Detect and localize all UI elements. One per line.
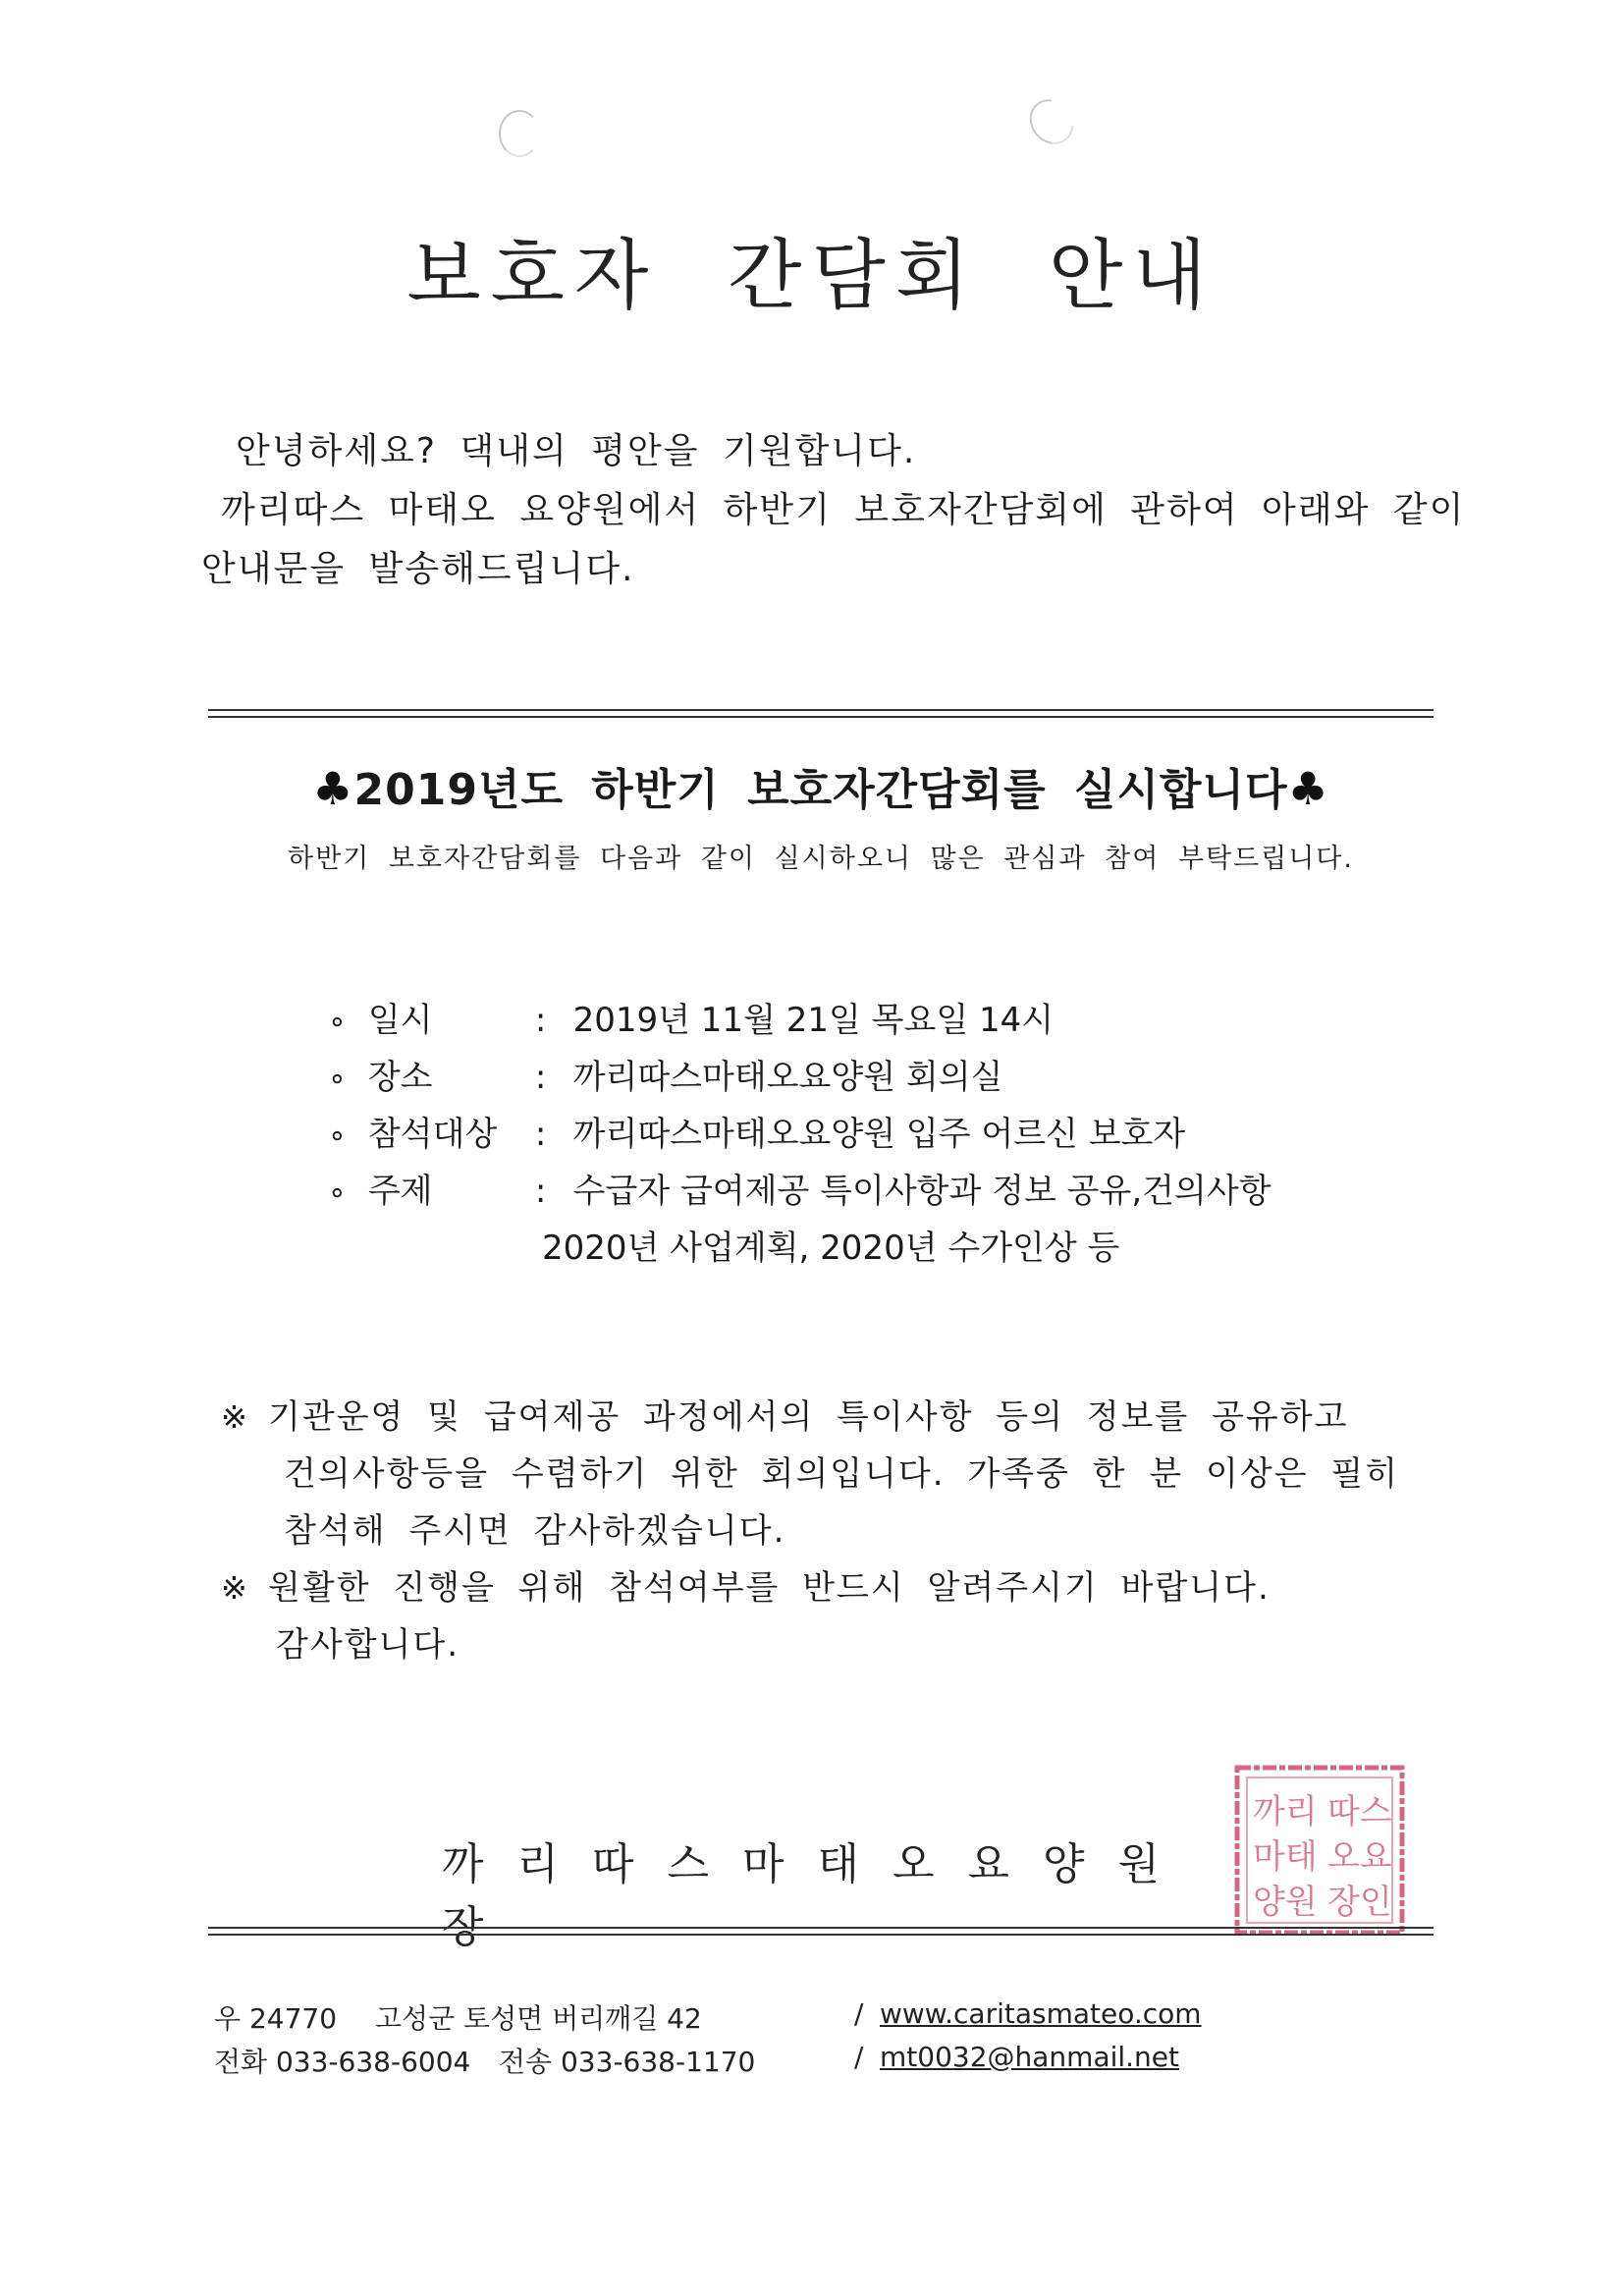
punch-hole-left bbox=[499, 110, 540, 157]
note-text: 원활한 진행을 위해 참석여부를 반드시 알려주시기 바랍니다. bbox=[268, 1568, 1271, 1608]
bullet-icon: ∘ bbox=[328, 1119, 347, 1153]
detail-value: 까리따스마태오요양원 회의실 bbox=[572, 1058, 1003, 1097]
detail-colon: : bbox=[534, 1001, 547, 1040]
intro-line-2: 까리따스 마태오 요양원에서 하반기 보호자간담회에 관하여 아래와 같이 bbox=[221, 490, 1466, 530]
intro-greeting: 안녕하세요? 댁내의 평안을 기원합니다. bbox=[236, 431, 917, 471]
detail-value: 2019년 11월 21일 목요일 14시 bbox=[572, 1001, 1055, 1040]
divider-bottom bbox=[208, 1927, 1434, 1936]
detail-colon: : bbox=[534, 1172, 547, 1211]
page-title: 보호자 간담회 안내 bbox=[406, 232, 1217, 320]
note-2 bbox=[221, 1559, 1443, 1616]
detail-label: 일시 bbox=[367, 1001, 433, 1040]
punch-hole-right bbox=[1020, 90, 1082, 153]
detail-label: 장소 bbox=[367, 1058, 433, 1097]
note-1-line-1 bbox=[221, 1389, 1443, 1446]
detail-label: 주제 bbox=[367, 1172, 433, 1211]
detail-topic-continuation: 2020년 사업계획, 2020년 수가인상 등 bbox=[542, 1229, 1120, 1268]
bullet-icon: ∘ bbox=[328, 1062, 347, 1096]
club-icon-left: ♣ bbox=[312, 762, 354, 815]
footer-website-link[interactable]: www.caritasmateo.com bbox=[880, 1997, 1202, 2030]
detail-label: 참석대상 bbox=[367, 1115, 498, 1154]
club-icon-right: ♣ bbox=[1287, 762, 1329, 815]
svg-text:장인: 장인 bbox=[1327, 1883, 1392, 1922]
detail-colon: : bbox=[534, 1115, 547, 1154]
detail-item-attendees bbox=[328, 1106, 1408, 1163]
footer-separator: / bbox=[854, 2041, 864, 2073]
official-seal-stamp bbox=[1231, 1762, 1408, 1939]
footer-postal-code: 우 24770 bbox=[214, 2002, 338, 2035]
svg-text:마태: 마태 bbox=[1253, 1837, 1318, 1877]
footer-address: 고성군 토성면 버리깨길 42 bbox=[375, 2002, 702, 2035]
reference-mark-icon: ※ bbox=[221, 1398, 249, 1436]
signature-line: 까리따스마태오요양원장 bbox=[442, 1839, 1194, 1952]
detail-item-topic bbox=[328, 1163, 1408, 1220]
svg-text:양원: 양원 bbox=[1253, 1883, 1318, 1922]
detail-value: 수급자 급여제공 특이사항과 정보 공유,건의사항 bbox=[572, 1172, 1271, 1211]
detail-item-place bbox=[328, 1049, 1408, 1106]
footer-email-link[interactable]: mt0032@hanmail.net bbox=[880, 2041, 1180, 2073]
closing-thanks: 감사합니다. bbox=[276, 1625, 460, 1665]
notice-heading-text: 2019년도 하반기 보호자간담회를 실시합니다 bbox=[353, 765, 1288, 815]
note-text: 기관운영 및 급여제공 과정에서의 특이사항 등의 정보를 공유하고 bbox=[268, 1397, 1349, 1437]
note-1-line-2: 건의사항등을 수렴하기 위한 회의입니다. 가족중 한 분 이상은 필히 bbox=[284, 1454, 1400, 1494]
note-1-line-3: 참석해 주시면 감사하겠습니다. bbox=[284, 1511, 786, 1551]
svg-text:오요: 오요 bbox=[1327, 1837, 1392, 1877]
detail-item-datetime bbox=[328, 992, 1408, 1049]
footer-phone: 전화 033-638-6004 bbox=[214, 2046, 471, 2078]
intro-line-3: 안내문을 발송해드립니다. bbox=[201, 549, 635, 589]
detail-colon: : bbox=[534, 1058, 547, 1097]
svg-text:까리: 까리 bbox=[1253, 1792, 1318, 1831]
detail-value: 까리따스마태오요양원 입주 어르신 보호자 bbox=[572, 1115, 1186, 1154]
bullet-icon: ∘ bbox=[328, 1175, 347, 1210]
notice-heading bbox=[208, 754, 1434, 817]
divider-top bbox=[208, 709, 1434, 718]
reference-mark-icon: ※ bbox=[221, 1569, 249, 1607]
footer-fax: 전송 033-638-1170 bbox=[499, 2046, 756, 2078]
notice-description: 하반기 보호자간담회를 다음과 같이 실시하오니 많은 관심과 참여 부탁드립니다. bbox=[288, 844, 1354, 874]
footer-separator: / bbox=[854, 1997, 864, 2030]
svg-text:따스: 따스 bbox=[1327, 1792, 1392, 1831]
bullet-icon: ∘ bbox=[328, 1005, 347, 1039]
